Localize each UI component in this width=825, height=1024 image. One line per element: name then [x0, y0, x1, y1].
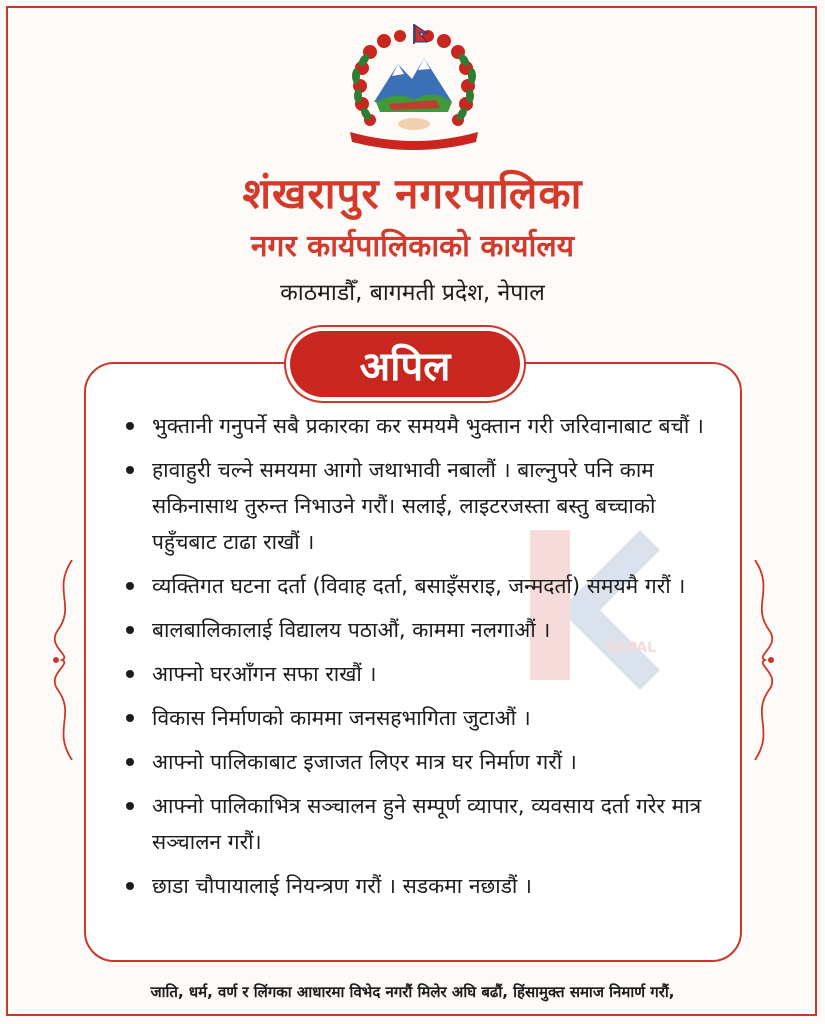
list-item: बालबालिकालाई विद्यालय पठाऔं, काममा नलगाऔं । [120, 612, 720, 648]
bullet-icon [126, 714, 134, 722]
watermark-text: NEPAL [606, 640, 657, 656]
bullet-icon [126, 670, 134, 678]
list-item: हावाहुरी चल्ने समयमा आगो जथाभावी नबालौं । बाल्नुपरे पनि काम सकिनासाथ तुरुन्त निभाउने गरौं। सलाई, लाइटरजस्ता बस्तु बच्चाको पहुँचबाट टाढा राखौं । [120, 452, 720, 560]
bullet-icon [126, 758, 134, 766]
decorative-swirl-icon [42, 560, 82, 760]
bullet-icon [126, 466, 134, 474]
decorative-swirl-icon [745, 560, 785, 760]
footer-note: जाति, धर्म, वर्ण र लिंगका आधारमा विभेद नगरौं मिलेर अघि बढौं, हिंसामुक्त समाज निमार्ण गरौं, [150, 983, 675, 1001]
list-item: आफ्नो पालिकाभित्र सञ्चालन हुने सम्पूर्ण व्यापार, व्यवसाय दर्ता गरेर मात्र सञ्चालन गरौं। [120, 788, 720, 860]
appeal-list [120, 408, 720, 912]
office-address: काठमाडौँ, बागमती प्रदेश, नेपाल [280, 280, 545, 306]
bullet-icon [126, 422, 134, 430]
municipality-name: शंखरापुर नगरपालिका [242, 169, 583, 218]
list-item: छाडा चौपायालाई नियन्त्रण गरौं । सडकमा नछाडौं । [120, 868, 720, 904]
list-item: आफ्नो पालिकाबाट इजाजत लिएर मात्र घर निर्माण गरौं । [120, 744, 720, 780]
list-item: भुक्तानी गनुपर्ने सबै प्रकारका कर समयमै भुक्तान गरी जरिवानाबाट बचौं । [120, 408, 720, 444]
bullet-icon [126, 802, 134, 810]
list-item: विकास निर्माणको काममा जनसहभागिता जुटाऔं । [120, 700, 720, 736]
list-item: आफ्नो घरआँगन सफा राखौं । [120, 656, 720, 692]
bullet-icon [126, 626, 134, 634]
office-name: नगर कार्यपालिकाको कार्यालय [250, 229, 575, 264]
bullet-icon [126, 582, 134, 590]
nepal-emblem-icon [340, 24, 488, 154]
appeal-heading: अपिल [290, 331, 520, 397]
bullet-icon [126, 882, 134, 890]
list-item: व्यक्तिगत घटना दर्ता (विवाह दर्ता, बसाइँसराइ, जन्मदर्ता) समयमै गरौं । [120, 568, 720, 604]
